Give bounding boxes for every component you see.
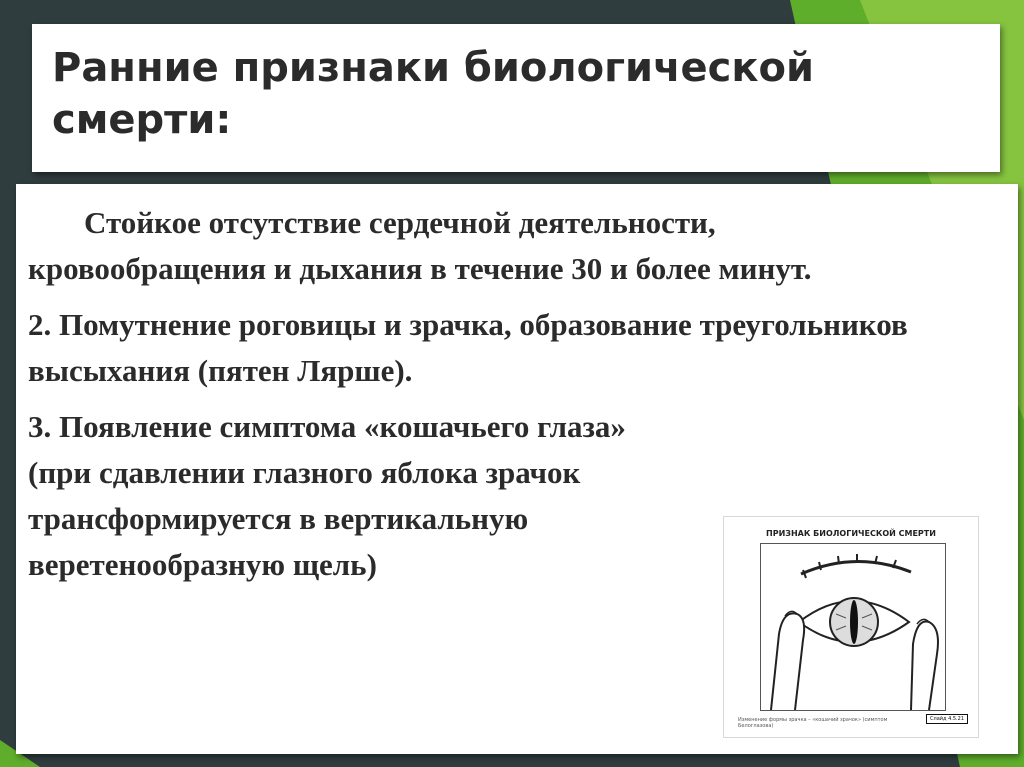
title-panel bbox=[32, 24, 1000, 172]
cat-eye-figure bbox=[723, 516, 979, 738]
slide-title: Ранние признаки биологической смерти: bbox=[52, 45, 815, 143]
figure-title: ПРИЗНАК БИОЛОГИЧЕСКОЙ СМЕРТИ bbox=[766, 529, 936, 538]
list-item: Стойкое отсутствие сердечной деятельности, кровообращения и дыхания в течение 30 и более минут. bbox=[28, 205, 812, 286]
list-item-part: 3. Появление симптома «кошачьего глаза» (при сдавлении глазного яблока зрачок bbox=[28, 409, 626, 490]
cat-eye-illustration-icon bbox=[761, 544, 945, 710]
figure-caption: Изменение формы зрачка – «кошачий зрачок» (симптом Белоглазова) bbox=[738, 717, 888, 729]
figure-slide-label: Слайд 4.5.21 bbox=[926, 714, 968, 724]
list-item: 2. Помутнение роговицы и зрачка, образование треугольников высыхания (пятен Лярше). bbox=[28, 307, 908, 388]
figure-frame bbox=[760, 543, 946, 711]
list-item-part: трансформируется в вертикальную веретенообразную щель) bbox=[28, 501, 529, 582]
